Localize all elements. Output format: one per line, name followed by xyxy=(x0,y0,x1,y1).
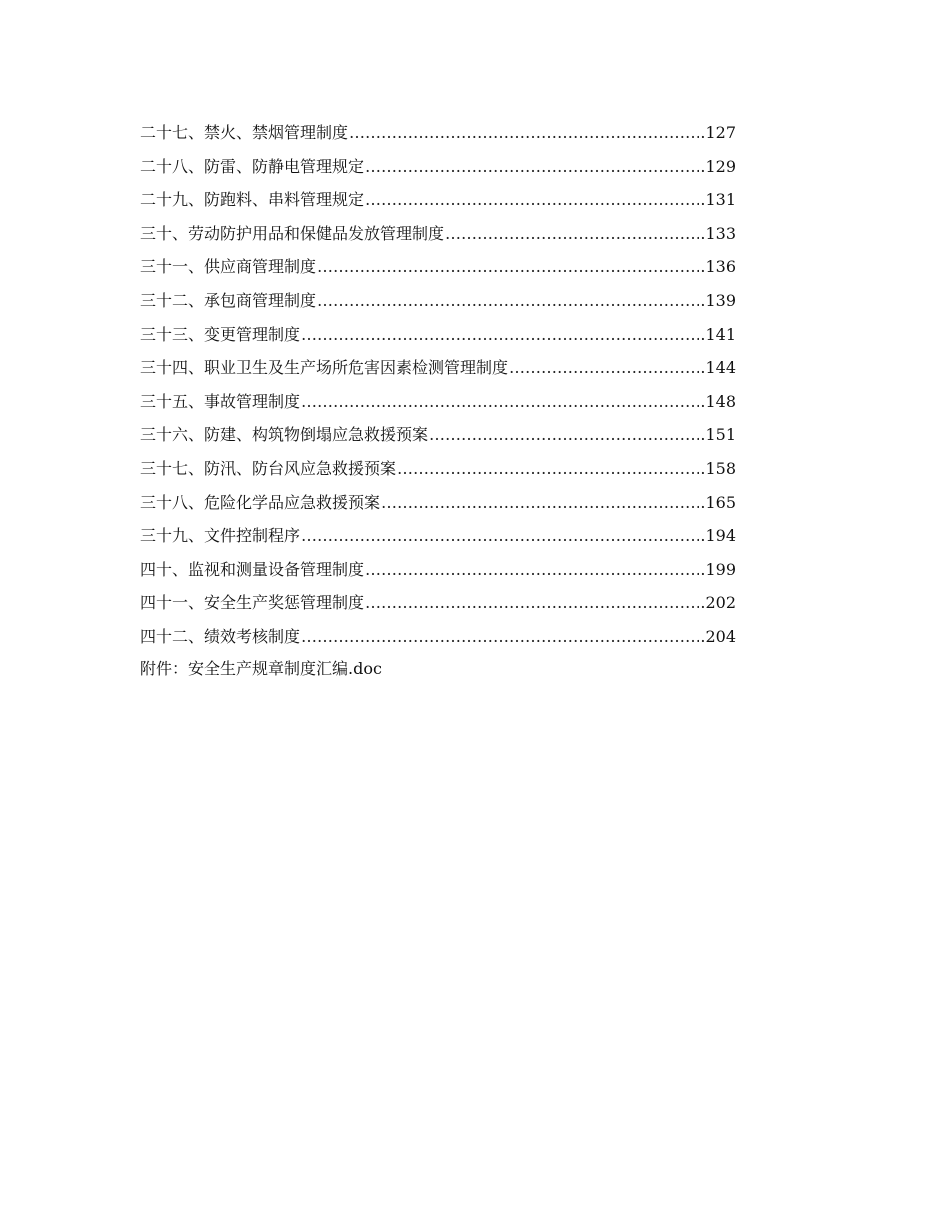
toc-entry-title: 四十一、安全生产奖惩管理制度 xyxy=(140,593,365,613)
toc-dot-leader xyxy=(301,519,699,553)
toc-entry-title: 三十八、危险化学品应急救援预案 xyxy=(140,492,381,512)
toc-entry[interactable] xyxy=(140,418,736,452)
toc-entry-page: .144 xyxy=(700,358,736,378)
toc-entry[interactable] xyxy=(140,553,736,587)
toc-entry-title: 二十七、禁火、禁烟管理制度 xyxy=(140,123,349,142)
toc-entry-page: .131 xyxy=(700,190,736,210)
toc-entry-page: .129 xyxy=(700,156,736,176)
table-of-contents xyxy=(140,116,736,654)
toc-entry-page: .151 xyxy=(700,425,736,445)
toc-entry[interactable] xyxy=(140,250,736,284)
toc-dot-leader xyxy=(317,250,699,284)
toc-dot-leader xyxy=(445,217,699,251)
toc-entry-page: .133 xyxy=(700,223,736,243)
toc-entry[interactable] xyxy=(140,452,736,486)
toc-entry-page: .139 xyxy=(700,290,736,310)
toc-entry-page: .202 xyxy=(700,593,736,613)
toc-entry-title: 二十九、防跑料、串料管理规定 xyxy=(140,190,365,210)
toc-entry[interactable] xyxy=(140,620,736,654)
toc-entry-title: 三十四、职业卫生及生产场所危害因素检测管理制度 xyxy=(140,358,509,378)
toc-entry-page: .204 xyxy=(700,626,736,646)
toc-entry-title: 三十二、承包商管理制度 xyxy=(140,290,317,310)
toc-entry[interactable] xyxy=(140,116,736,150)
toc-entry-page: .165 xyxy=(700,492,736,512)
toc-entry-title: 三十七、防汛、防台风应急救援预案 xyxy=(140,458,397,478)
toc-entry-title: 三十、劳动防护用品和保健品发放管理制度 xyxy=(140,223,445,243)
attachment-link[interactable]: 附件：安全生产规章制度汇编.doc xyxy=(140,659,382,678)
toc-dot-leader xyxy=(365,150,699,184)
toc-entry-page: .136 xyxy=(700,257,736,277)
toc-entry-page: .127 xyxy=(700,123,736,142)
toc-entry-page: .141 xyxy=(700,324,736,344)
toc-entry[interactable] xyxy=(140,284,736,318)
toc-entry[interactable] xyxy=(140,217,736,251)
toc-dot-leader xyxy=(365,586,699,620)
toc-entry-title: 三十九、文件控制程序 xyxy=(140,526,301,546)
toc-entry[interactable] xyxy=(140,519,736,553)
toc-dot-leader xyxy=(381,486,699,520)
toc-entry[interactable] xyxy=(140,486,736,520)
toc-dot-leader xyxy=(365,183,699,217)
toc-entry[interactable] xyxy=(140,318,736,352)
toc-dot-leader xyxy=(301,385,699,419)
toc-entry-page: .194 xyxy=(700,526,736,546)
toc-entry[interactable] xyxy=(140,183,736,217)
toc-entry-title: 二十八、防雷、防静电管理规定 xyxy=(140,156,365,176)
toc-entry-title: 四十、监视和测量设备管理制度 xyxy=(140,559,365,579)
toc-entry-title: 四十二、绩效考核制度 xyxy=(140,626,301,646)
toc-entry-title: 三十三、变更管理制度 xyxy=(140,324,301,344)
toc-entry-page: .148 xyxy=(700,391,736,411)
toc-entry-title: 三十一、供应商管理制度 xyxy=(140,257,317,277)
toc-dot-leader xyxy=(397,452,699,486)
toc-entry-page: .199 xyxy=(700,559,736,579)
toc-dot-leader xyxy=(301,318,699,352)
toc-dot-leader xyxy=(365,553,699,587)
toc-dot-leader xyxy=(317,284,699,318)
toc-entry-title: 三十六、防建、构筑物倒塌应急救援预案 xyxy=(140,425,429,445)
toc-entry[interactable] xyxy=(140,385,736,419)
toc-entry-page: .158 xyxy=(700,458,736,478)
toc-entry[interactable] xyxy=(140,150,736,184)
toc-dot-leader xyxy=(429,418,699,452)
toc-dot-leader xyxy=(509,351,699,385)
toc-entry-title: 三十五、事故管理制度 xyxy=(140,391,301,411)
toc-entry[interactable] xyxy=(140,351,736,385)
toc-dot-leader xyxy=(301,620,699,654)
toc-entry[interactable] xyxy=(140,586,736,620)
toc-dot-leader xyxy=(349,116,699,150)
